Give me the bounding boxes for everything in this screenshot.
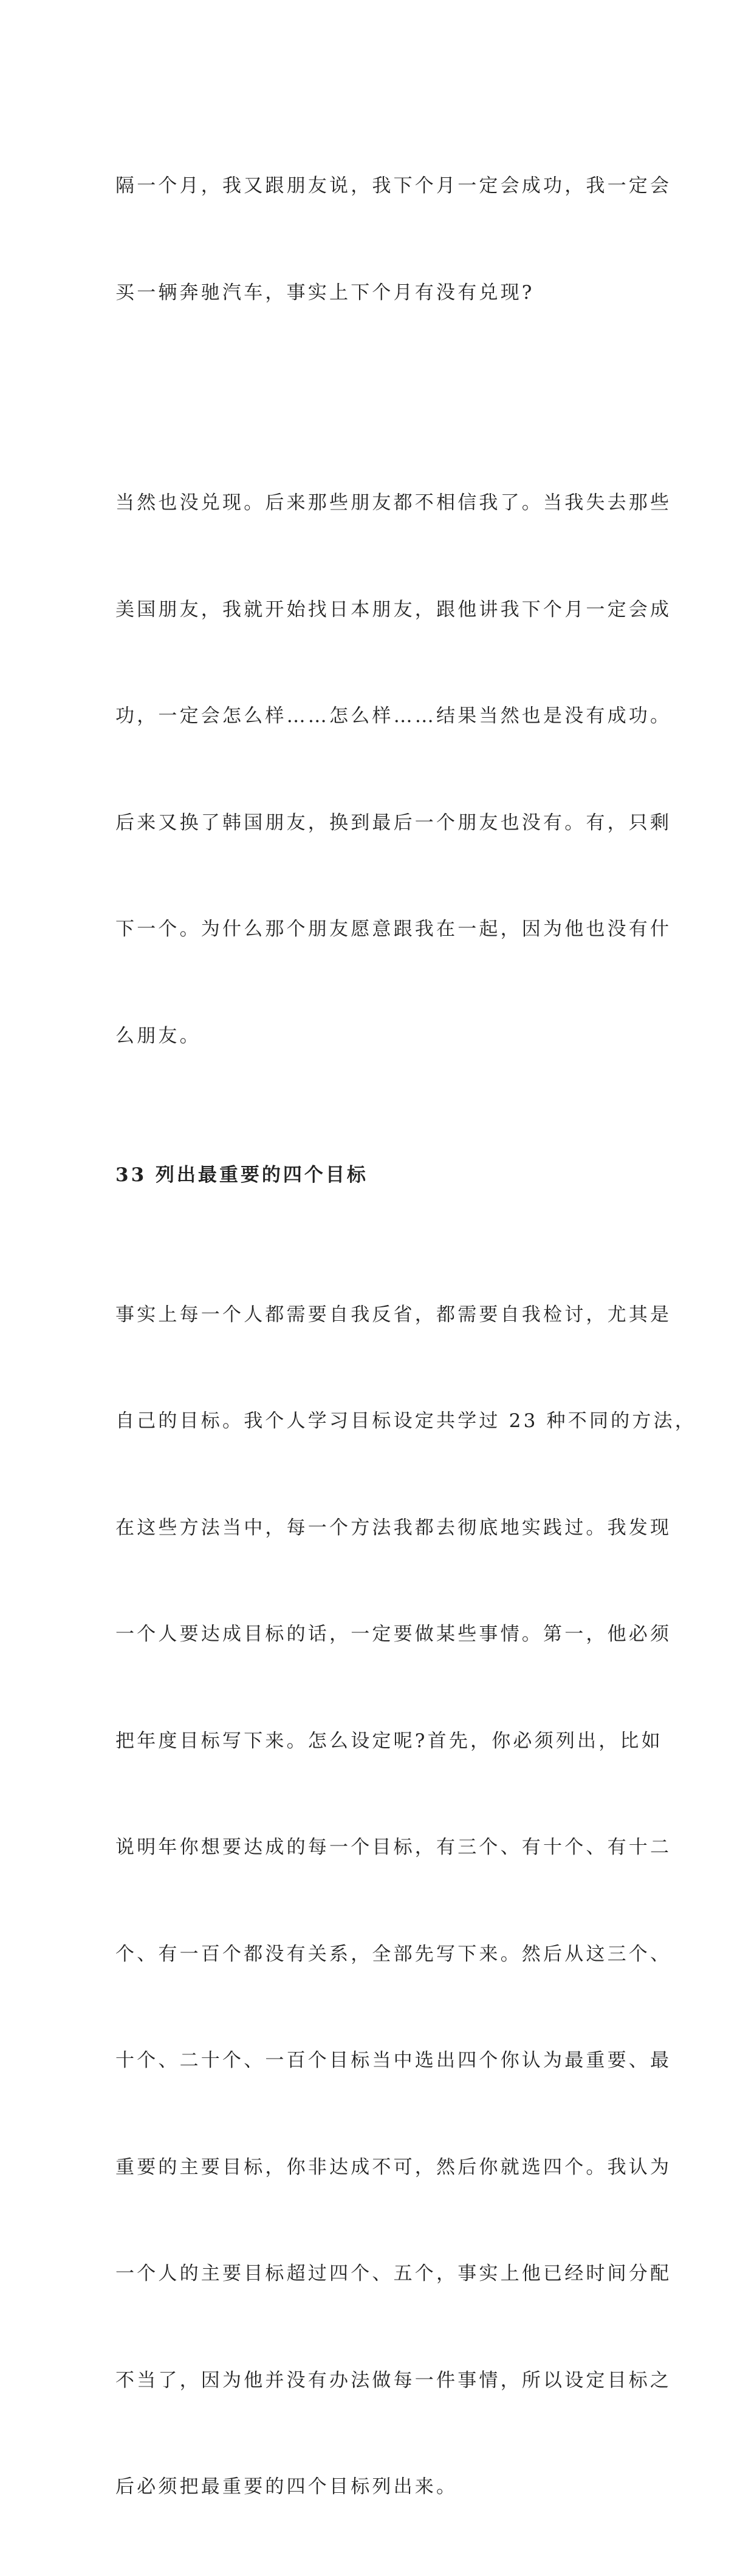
paragraph-line: 美国朋友，我就开始找日本朋友，跟他讲我下个月一定会成: [115, 598, 672, 621]
paragraph-3: [115, 1226, 696, 2576]
section-heading: 33 列出最重要的四个目标: [115, 1164, 368, 1186]
paragraph-line: 功，一定会怎么样……怎么样……结果当然也是没有成功。: [115, 705, 672, 727]
paragraph-line: 一个人的主要目标超过四个、五个，事实上他已经时间分配: [115, 2263, 672, 2285]
paragraph-line: 事实上每一个人都需要自我反省，都需要自我检讨，尤其是: [115, 1303, 672, 1326]
paragraph-line: 下一个。为什么那个朋友愿意跟我在一起，因为他也没有什: [115, 918, 672, 940]
paragraph-line: 买一辆奔驰汽车，事实上下个月有没有兑现?: [115, 281, 535, 304]
paragraph-2: [115, 414, 672, 1125]
paragraph-line: 后来又换了韩国朋友，换到最后一个朋友也没有。有，只剩: [115, 811, 672, 834]
paragraph-line: 个、有一百个都没有关系，全部先写下来。然后从这三个、: [115, 1943, 672, 1965]
paragraph-line: 十个、二十个、一百个目标当中选出四个你认为最重要、最: [115, 2050, 672, 2071]
document-body: [115, 97, 696, 2576]
paragraph-line: 当然也没兑现。后来那些朋友都不相信我了。当我失去那些: [115, 492, 672, 514]
paragraph-line: 说明年你想要达成的每一个目标，有三个、有十个、有十二: [115, 1836, 672, 1858]
paragraph-line: 自己的目标。我个人学习目标设定共学过 23 种不同的方法，: [115, 1410, 696, 1432]
paragraph-line: 不当了，因为他并没有办法做每一件事情，所以设定目标之: [115, 2369, 672, 2391]
paragraph-line: 把年度目标写下来。怎么设定呢?首先，你必须列出，比如: [115, 1729, 663, 1752]
paragraph-line: 么朋友。: [115, 1024, 201, 1047]
paragraph-line: 后必须把最重要的四个目标列出来。: [115, 2476, 458, 2498]
paragraph-1: [115, 97, 672, 381]
paragraph-line: 在这些方法当中，每一个方法我都去彻底地实践过。我发现: [115, 1516, 672, 1539]
paragraph-line: 重要的主要目标，你非达成不可，然后你就选四个。我认为: [115, 2156, 672, 2178]
paragraph-line: 隔一个月，我又跟朋友说，我下个月一定会成功，我一定会: [115, 175, 672, 197]
paragraph-line: 一个人要达成目标的话，一定要做某些事情。第一，他必须: [115, 1623, 672, 1645]
